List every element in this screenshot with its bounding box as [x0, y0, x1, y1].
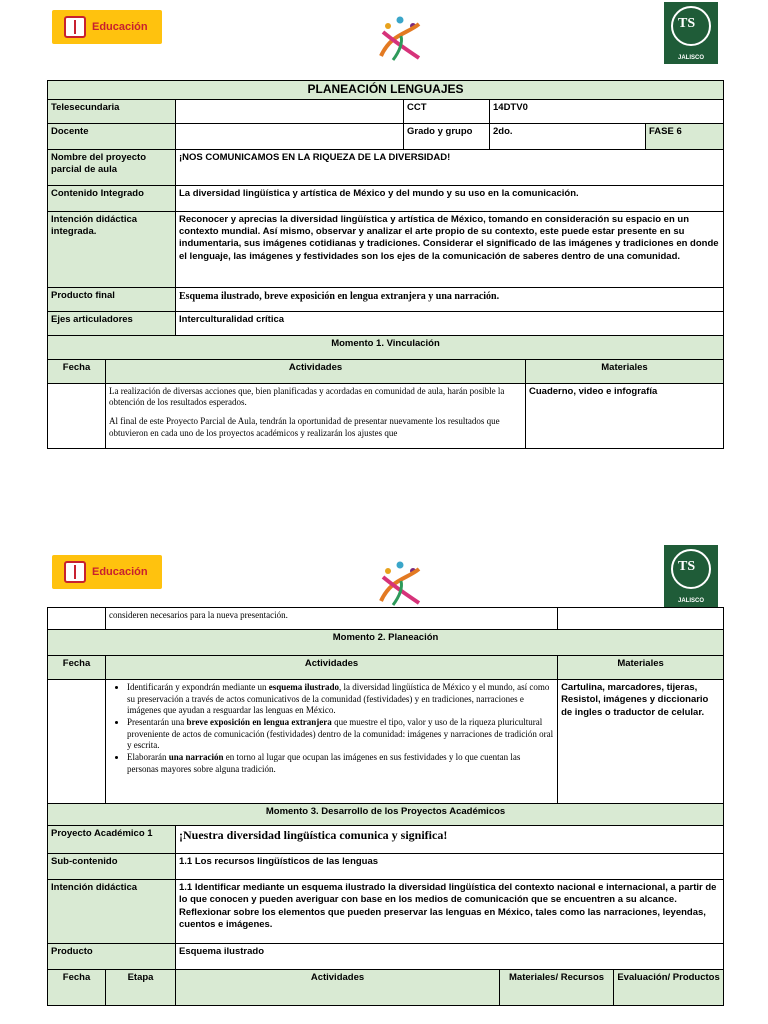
fecha-header: Fecha — [48, 970, 106, 1006]
page-gap — [0, 470, 768, 545]
proyecto-academico-label: Proyecto Académico 1 — [48, 826, 176, 854]
docente-label: Docente — [48, 123, 176, 149]
docente-value — [176, 123, 404, 149]
continuation-text: consideren necesarios para la nueva presentación. — [106, 608, 558, 630]
fecha-header: Fecha — [48, 359, 106, 383]
materiales-cell — [558, 608, 724, 630]
grado-value: 2do. — [490, 123, 646, 149]
list-item: • Identificarán y expondrán mediante un esquema ilustrado, la diversidad lingüística de México y el mundo, así como su preservación a través de actos comunicativos de la comunidad (festividades) y en tradiciones, narraciones e imágenes que ayudan a resguardar las lenguas en México. — [127, 682, 554, 717]
list-item: • Elaborarán una narración en torno al lugar que ocupan las imágenes en sus festividades y lo que cuentan las personas mayores sobre alguna tradición. — [127, 752, 554, 775]
center-logo-icon — [373, 559, 427, 609]
proyecto-label: Nombre del proyecto parcial de aula — [48, 149, 176, 185]
actividades-header: Actividades — [106, 359, 526, 383]
telesecundaria-label: Telesecundaria — [48, 99, 176, 123]
producto-label: Producto — [48, 944, 176, 970]
actividades-paragraph: La realización de diversas acciones que, bien planificadas y acordadas en comunidad de aula, harán posible la obtención de los resultados esperados. — [109, 385, 505, 408]
planeacion-table-2 — [47, 607, 724, 1006]
educacion-logo — [52, 10, 162, 44]
grado-label: Grado y grupo — [404, 123, 490, 149]
page-title: PLANEACIÓN LENGUAJES — [48, 81, 724, 100]
ejes-label: Ejes articuladores — [48, 311, 176, 335]
fase-label: FASE 6 — [646, 123, 724, 149]
intencion-value: 1.1 Identificar mediante un esquema ilustrado la diversidad lingüística del contexto nacional e internacional, a partir de lo que conocen y pueden averiguar con base en los medios de comunicación que se encuentren a su alcance. Reflexionar sobre los elementos que pueden preservar las lenguas en México, tales como las narraciones, leyendas, cuentos e imágenes. — [176, 880, 724, 944]
educacion-label: Educación — [92, 566, 148, 578]
actividades-header: Actividades — [106, 656, 558, 680]
actividades-list-cell — [106, 680, 558, 804]
center-logo-icon — [373, 14, 427, 64]
telesecundaria-value — [176, 99, 404, 123]
list-item: • Presentarán una breve exposición en lengua extranjera que muestre el tipo, valor y uso de la riqueza pluricultural proveniente de actos de comunicación (festividades) dentro de la comunidad: imágenes y narraciones de tradición oral y escrita. — [127, 717, 554, 752]
etapa-header: Etapa — [106, 970, 176, 1006]
cct-value: 14DTV0 — [490, 99, 724, 123]
materiales-header: Materiales — [526, 359, 724, 383]
contenido-label: Contenido Integrado — [48, 185, 176, 211]
producto-label: Producto final — [48, 287, 176, 311]
jalisco-ts-logo: TS JALISCO — [664, 545, 718, 607]
actividades-header: Actividades — [176, 970, 500, 1006]
materiales-recursos-header: Materiales/ Recursos — [500, 970, 614, 1006]
sub-contenido-value: 1.1 Los recursos lingüísticos de las lenguas — [176, 854, 724, 880]
contenido-value: La diversidad lingüística y artística de México y del mundo y su uso en la comunicación. — [176, 185, 724, 211]
jalisco-ts-logo: TS JALISCO — [664, 2, 718, 64]
intencion-value: Reconocer y aprecias la diversidad lingüística y artística de México, tomando en consideración su espacio en un contexto mundial. Así mismo, observar y analizar el arte propio de su contexto, este puede estar presente en su indumentaria, sus imágenes cotidianas y tradiciones. Considerar el significado de las imágenes y tradiciones en donde el lenguaje, las imágenes y festividades son los ejes de la comunicación de saberes dentro de una comunidad. — [176, 211, 724, 287]
evaluacion-header: Evaluación/ Productos — [614, 970, 724, 1006]
book-icon — [64, 561, 86, 583]
page-2 — [0, 545, 768, 1024]
educacion-label: Educación — [92, 21, 148, 33]
momento-2-heading: Momento 2. Planeación — [48, 630, 724, 656]
actividades-list — [109, 682, 554, 776]
cct-label: CCT — [404, 99, 490, 123]
fecha-cell — [48, 383, 106, 449]
producto-value: Esquema ilustrado — [176, 944, 724, 970]
fecha-cell — [48, 680, 106, 804]
planeacion-table-1 — [47, 80, 724, 449]
fecha-cell — [48, 608, 106, 630]
page-1 — [0, 0, 768, 470]
materiales-cell: Cartulina, marcadores, tijeras, Resistol, imágenes y diccionario de ingles o traductor de celular. — [558, 680, 724, 804]
momento-1-heading: Momento 1. Vinculación — [48, 335, 724, 359]
producto-value: Esquema ilustrado, breve exposición en lengua extranjera y una narración. — [176, 287, 724, 311]
momento-3-heading: Momento 3. Desarrollo de los Proyectos Académicos — [48, 804, 724, 826]
materiales-header: Materiales — [558, 656, 724, 680]
sub-contenido-label: Sub-contenido — [48, 854, 176, 880]
ejes-value: Interculturalidad crítica — [176, 311, 724, 335]
fecha-header: Fecha — [48, 656, 106, 680]
actividades-cell — [106, 383, 526, 449]
educacion-logo — [52, 555, 162, 589]
proyecto-value: ¡NOS COMUNICAMOS EN LA RIQUEZA DE LA DIVERSIDAD! — [176, 149, 724, 185]
intencion-label: Intención didáctica integrada. — [48, 211, 176, 287]
actividades-paragraph: Al final de este Proyecto Parcial de Aula, tendrán la oportunidad de presentar nuevamente los resultados que obtuvieron en cada uno de los proyectos académicos y realizarán los ajustes que — [109, 415, 500, 438]
intencion-label: Intención didáctica — [48, 880, 176, 944]
materiales-cell: Cuaderno, video e infografía — [526, 383, 724, 449]
book-icon — [64, 16, 86, 38]
proyecto-academico-value: ¡Nuestra diversidad lingüística comunica y significa! — [176, 826, 724, 854]
